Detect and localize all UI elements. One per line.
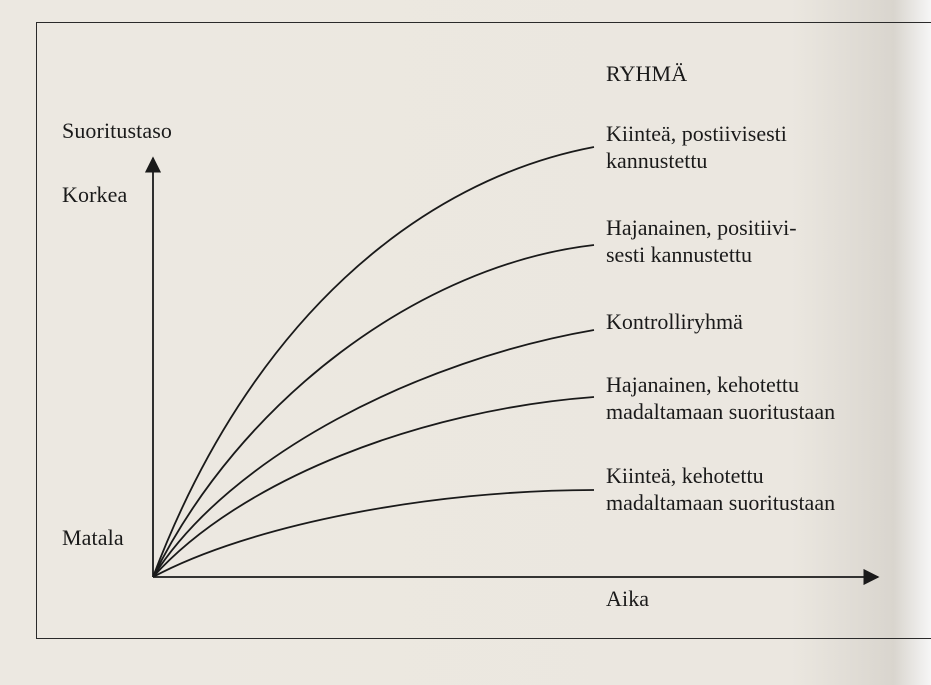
y-axis-title: Suoritustaso <box>62 118 172 143</box>
legend-item-fixed-lower <box>606 462 835 516</box>
curve-fixed-lower <box>153 490 594 577</box>
legend-item-scattered-positive <box>606 214 797 268</box>
legend-line: Kiinteä, postiivisesti <box>606 121 787 146</box>
y-axis-low-label: Matala <box>62 525 124 550</box>
legend-line: madaltamaan suoritustaan <box>606 399 836 424</box>
x-axis-title: Aika <box>606 586 650 611</box>
legend-item-fixed-positive <box>606 120 787 174</box>
curve-scattered-positive <box>153 245 594 577</box>
legend-line: kannustettu <box>606 148 708 173</box>
curve-fixed-positive <box>153 147 594 577</box>
legend-line: sesti kannustettu <box>606 242 753 267</box>
legend-line: Kontrolliryhmä <box>606 309 743 334</box>
curve-scattered-lower <box>153 397 594 577</box>
legend-item-scattered-lower <box>606 371 835 425</box>
legend-line: Hajanainen, kehotettu <box>606 372 800 397</box>
y-axis-high-label: Korkea <box>62 182 128 207</box>
legend-line: madaltamaan suoritustaan <box>606 490 836 515</box>
legend-item-control <box>606 308 743 335</box>
legend-line: Hajanainen, positiivi- <box>606 215 797 240</box>
legend-line: Kiinteä, kehotettu <box>606 463 764 488</box>
curve-control <box>153 330 594 577</box>
legend-title: RYHMÄ <box>606 61 688 86</box>
